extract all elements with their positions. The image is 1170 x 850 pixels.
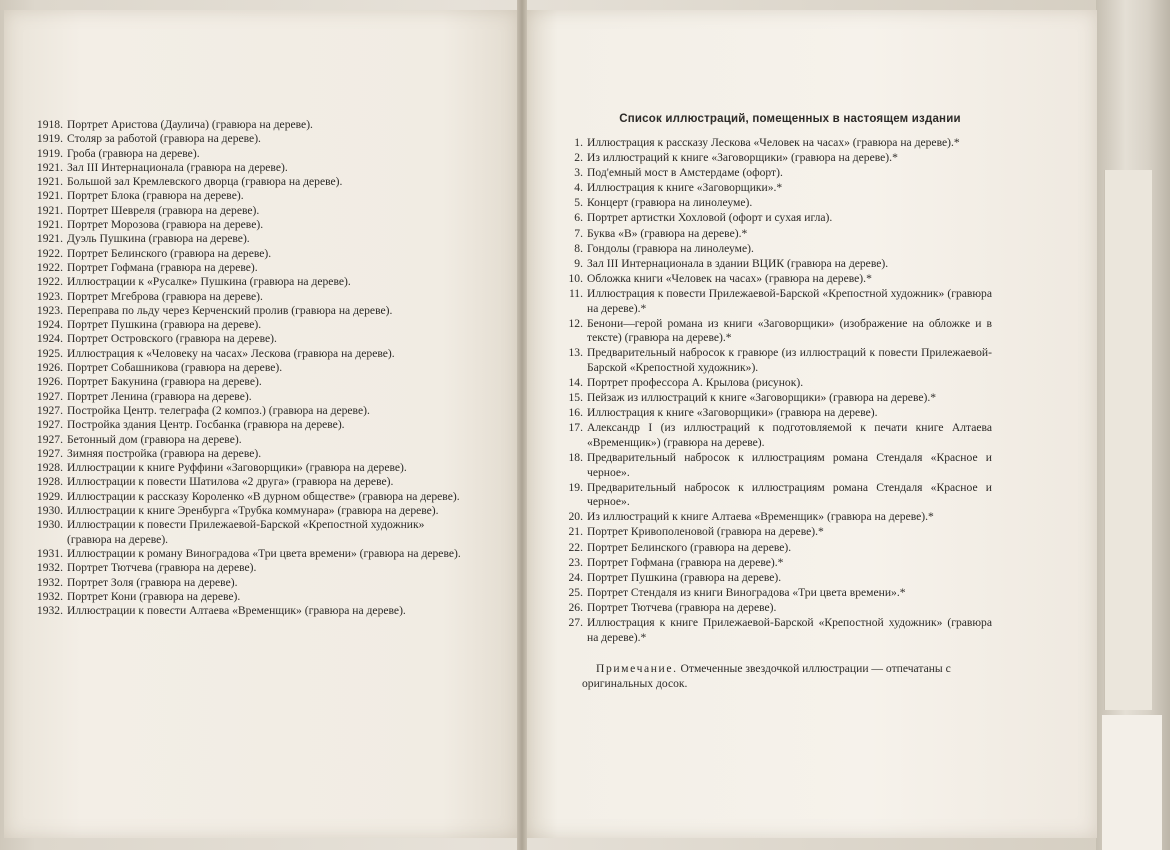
entry-text: Портрет Морозова (гравюра на дереве). (67, 218, 264, 232)
entry-year: 1927. (36, 418, 63, 432)
entry-text: Портрет Золя (гравюра на дереве). (67, 575, 238, 589)
entry-year: 1924. (36, 318, 63, 332)
item-text: Зал III Интернационала в здании ВЦИК (гравюра на дереве). (587, 256, 889, 270)
list-item (560, 136, 992, 151)
entry-text: Иллюстрации к повести Шатилова «2 друга» (гравюра на дереве). (67, 475, 394, 489)
entry-year: 1923. (36, 303, 63, 317)
list-item (34, 418, 466, 432)
entry-text: Портрет Бакунина (гравюра на дереве). (67, 375, 262, 389)
entry-text: Иллюстрация к «Человеку на часах» Лескова (гравюра на дереве). (67, 346, 395, 360)
item-number: 5. (574, 196, 583, 210)
entry-text: Иллюстрации к «Русалке» Пушкина (гравюра на дереве). (67, 275, 351, 289)
list-item (560, 376, 992, 391)
item-number: 11. (568, 286, 583, 300)
list-item (34, 375, 466, 389)
illustrations-list (560, 136, 992, 646)
item-number: 26. (568, 600, 583, 614)
entry-year: 1928. (36, 475, 63, 489)
item-number: 22. (568, 540, 583, 554)
entry-year: 1922. (36, 275, 63, 289)
item-number: 21. (568, 525, 583, 539)
entry-year: 1928. (36, 461, 63, 475)
list-item (560, 481, 992, 510)
entry-year: 1930. (36, 504, 63, 518)
list-item (34, 561, 466, 575)
entry-text: Портрет Собашникова (гравюра на дереве). (67, 361, 283, 375)
item-text: Портрет Тютчева (гравюра на дереве). (587, 600, 777, 614)
entry-year: 1921. (36, 232, 63, 246)
list-item (34, 147, 466, 161)
item-number: 19. (568, 480, 583, 494)
entry-text: Иллюстрации к книге Эренбурга «Трубка коммунара» (гравюра на дереве). (67, 504, 439, 518)
item-number: 25. (568, 585, 583, 599)
paper-sheet-edge (1102, 715, 1162, 850)
item-number: 16. (568, 406, 583, 420)
list-item (34, 447, 466, 461)
entry-year: 1931. (36, 546, 63, 560)
list-item (34, 504, 466, 518)
list-item (560, 317, 992, 346)
item-number: 10. (568, 271, 583, 285)
item-text: Портрет Пушкина (гравюра на дереве). (587, 570, 782, 584)
entry-text: Портрет Кони (гравюра на дереве). (67, 589, 241, 603)
entry-year: 1921. (36, 160, 63, 174)
entry-text: Постройка здания Центр. Госбанка (гравюра на дереве). (67, 418, 345, 432)
entry-year: 1930. (36, 518, 63, 532)
list-item (34, 518, 466, 547)
entry-year: 1932. (36, 604, 63, 618)
item-text: Из иллюстраций к книге «Заговорщики» (гравюра на дереве).* (587, 151, 898, 165)
entry-year: 1919. (36, 132, 63, 146)
item-number: 8. (574, 241, 583, 255)
list-item (34, 604, 466, 618)
item-number: 24. (568, 570, 583, 584)
list-item (560, 571, 992, 586)
list-item (34, 318, 466, 332)
works-chronology-list (34, 118, 466, 618)
item-text: Предварительный набросок к гравюре (из иллюстраций к повести Прилежаевой-Барской «Крепостной художник»). (587, 346, 992, 374)
entry-year: 1927. (36, 446, 63, 460)
list-item (560, 346, 992, 375)
item-number: 13. (568, 346, 583, 360)
entry-year: 1926. (36, 361, 63, 375)
entry-year: 1927. (36, 403, 63, 417)
entry-year: 1929. (36, 489, 63, 503)
item-number: 20. (568, 510, 583, 524)
list-item (560, 257, 992, 272)
footnote-label: Примечание. (596, 662, 678, 675)
item-text: Портрет Кривополеновой (гравюра на дереве).* (587, 525, 824, 539)
list-item (34, 290, 466, 304)
entry-text: Постройка Центр. телеграфа (2 композ.) (гравюра на дереве). (67, 403, 370, 417)
entry-text: Портрет Мгеброва (гравюра на дереве). (67, 289, 263, 303)
item-text: Портрет Белинского (гравюра на дереве). (587, 540, 792, 554)
list-item (560, 196, 992, 211)
footnote (582, 662, 996, 691)
list-item (560, 586, 992, 601)
item-text: Портрет артистки Хохловой (офорт и сухая игла). (587, 211, 833, 225)
entry-text: Столяр за работой (гравюра на дереве). (67, 132, 261, 146)
item-number: 15. (568, 391, 583, 405)
entry-text: Иллюстрации к повести Алтаева «Временщик» (гравюра на дереве). (67, 604, 406, 618)
list-item (560, 287, 992, 316)
list-item (560, 211, 992, 226)
entry-year: 1925. (36, 346, 63, 360)
list-item (560, 510, 992, 525)
list-item (34, 218, 466, 232)
entry-text: Большой зал Кремлевского дворца (гравюра на дереве). (67, 175, 343, 189)
item-text: Портрет профессора А. Крылова (рисунок). (587, 376, 804, 389)
entry-year: 1921. (36, 189, 63, 203)
item-number: 12. (568, 316, 583, 330)
entry-year: 1932. (36, 561, 63, 575)
item-text: Под'емный мост в Амстердаме (офорт). (587, 166, 783, 180)
entry-text: Зал III Интернационала (гравюра на дереве). (67, 160, 288, 174)
entry-year: 1921. (36, 218, 63, 232)
list-item (560, 556, 992, 571)
list-item (560, 151, 992, 166)
entry-text: Портрет Аристова (Даулича) (гравюра на дереве). (67, 118, 313, 131)
item-text: Портрет Стендаля из книги Виноградова «Три цвета времени».* (587, 585, 906, 599)
entry-year: 1921. (36, 175, 63, 189)
list-item (560, 166, 992, 181)
item-number: 3. (574, 166, 583, 180)
list-item (34, 232, 466, 246)
entry-text: Переправа по льду через Керченский пролив (гравюра на дереве). (67, 303, 393, 317)
entry-text: Иллюстрации к рассказу Короленко «В дурном обществе» (гравюра на дереве). (67, 489, 460, 503)
item-text: Гондолы (гравюра на линолеуме). (587, 241, 754, 255)
item-text: Концерт (гравюра на линолеуме). (587, 196, 753, 210)
item-number: 9. (574, 256, 583, 270)
footnote-text: Отмеченные звездочкой иллюстрации — отпечатаны с оригинальных досок. (582, 662, 951, 690)
item-text: Обложка книги «Человек на часах» (гравюра на дереве).* (587, 271, 872, 285)
item-number: 27. (568, 616, 583, 629)
entry-text: Иллюстрации к роману Виноградова «Три цвета времени» (гравюра на дереве). (67, 546, 461, 560)
list-item (34, 361, 466, 375)
item-text: Иллюстрация к повести Прилежаевой-Барской «Крепостной художник» (гравюра на дереве).* (587, 286, 992, 315)
entry-text: Иллюстрации к повести Прилежаевой-Барской «Крепостной художник» (гравюра на дереве). (67, 518, 425, 546)
list-item (560, 391, 992, 406)
list-item (560, 272, 992, 287)
list-item (34, 304, 466, 318)
list-item (34, 404, 466, 418)
illustrations-list-title: Список иллюстраций, помещенных в настоящем издании (619, 113, 961, 125)
entry-year: 1922. (36, 260, 63, 274)
list-item (34, 490, 466, 504)
item-text: Пейзаж из иллюстраций к книге «Заговорщики» (гравюра на дереве).* (587, 391, 937, 405)
entry-year: 1919. (36, 146, 63, 160)
item-number: 14. (568, 376, 583, 389)
item-text: Предварительный набросок к иллюстрациям романа Стендаля «Красное и черное». (587, 480, 992, 509)
list-item (34, 433, 466, 447)
item-number: 4. (574, 181, 583, 195)
list-item (34, 547, 466, 561)
list-item (34, 590, 466, 604)
list-item (34, 461, 466, 475)
item-text: Буква «В» (гравюра на дереве).* (587, 226, 748, 240)
item-number: 2. (574, 151, 583, 165)
entry-year: 1924. (36, 332, 63, 346)
item-text: Иллюстрация к рассказу Лескова «Человек на часах» (гравюра на дереве).* (587, 136, 960, 149)
scanner-edge (1096, 0, 1170, 850)
entry-text: Зимняя постройка (гравюра на дереве). (67, 446, 262, 460)
list-item (560, 525, 992, 540)
entry-year: 1923. (36, 289, 63, 303)
entry-year: 1927. (36, 389, 63, 403)
item-number: 18. (568, 450, 583, 464)
list-item (34, 347, 466, 361)
item-text: Портрет Гофмана (гравюра на дереве).* (587, 555, 784, 569)
list-item (560, 406, 992, 421)
entry-text: Портрет Пушкина (гравюра на дереве). (67, 318, 262, 332)
entry-text: Портрет Островского (гравюра на дереве). (67, 332, 277, 346)
entry-text: Портрет Шевреля (гравюра на дереве). (67, 203, 260, 217)
entry-text: Портрет Блока (гравюра на дереве). (67, 189, 244, 203)
entry-text: Дуэль Пушкина (гравюра на дереве). (67, 232, 250, 246)
list-item (34, 275, 466, 289)
entry-text: Гроба (гравюра на дереве). (67, 146, 200, 160)
entry-text: Портрет Белинского (гравюра на дереве). (67, 246, 272, 260)
item-text: Иллюстрация к книге Прилежаевой-Барской «Крепостной художник» (гравюра на дереве).* (587, 616, 992, 644)
list-item (34, 175, 466, 189)
entry-year: 1926. (36, 375, 63, 389)
entry-year: 1918. (36, 118, 63, 131)
list-item (560, 227, 992, 242)
list-item (34, 189, 466, 203)
paper-sheet-edge (1104, 170, 1152, 710)
entry-text: Бетонный дом (гравюра на дереве). (67, 432, 242, 446)
item-text: Предварительный набросок к иллюстрациям романа Стендаля «Красное и черное». (587, 450, 992, 479)
item-number: 23. (568, 555, 583, 569)
book-gutter (517, 0, 527, 850)
item-text: Бенони—герой романа из книги «Заговорщики» (изображение на обложке и в тексте) (гравюра на дереве).* (587, 316, 992, 345)
entry-text: Иллюстрации к книге Руффини «Заговорщики» (гравюра на дереве). (67, 461, 407, 475)
list-item (560, 181, 992, 196)
list-item (34, 475, 466, 489)
entry-year: 1932. (36, 575, 63, 589)
entry-year: 1927. (36, 432, 63, 446)
item-number: 17. (568, 421, 583, 435)
item-text: Александр I (из иллюстраций к подготовляемой к печати книге Алтаева «Временщик») (гравюра на дереве). (587, 421, 992, 449)
list-item (34, 132, 466, 146)
item-number: 6. (574, 211, 583, 225)
list-item (560, 541, 992, 556)
entry-year: 1922. (36, 246, 63, 260)
list-item (560, 242, 992, 257)
item-number: 1. (574, 136, 583, 149)
item-text: Иллюстрация к книге «Заговорщики».* (587, 181, 783, 195)
list-item (34, 261, 466, 275)
item-text: Из иллюстраций к книге Алтаева «Временщик» (гравюра на дереве).* (587, 510, 934, 524)
list-item (34, 247, 466, 261)
entry-year: 1921. (36, 203, 63, 217)
list-item (34, 161, 466, 175)
entry-text: Портрет Тютчева (гравюра на дереве). (67, 561, 257, 575)
list-item (560, 421, 992, 450)
list-item (34, 204, 466, 218)
list-item (34, 332, 466, 346)
list-item (34, 390, 466, 404)
item-text: Иллюстрация к книге «Заговорщики» (гравюра на дереве). (587, 406, 878, 420)
list-item (34, 118, 466, 132)
list-item (560, 616, 992, 645)
list-item (34, 576, 466, 590)
entry-text: Портрет Ленина (гравюра на дереве). (67, 389, 252, 403)
list-item (560, 601, 992, 616)
entry-text: Портрет Гофмана (гравюра на дереве). (67, 260, 258, 274)
item-number: 7. (574, 226, 583, 240)
entry-year: 1932. (36, 589, 63, 603)
list-item (560, 451, 992, 480)
